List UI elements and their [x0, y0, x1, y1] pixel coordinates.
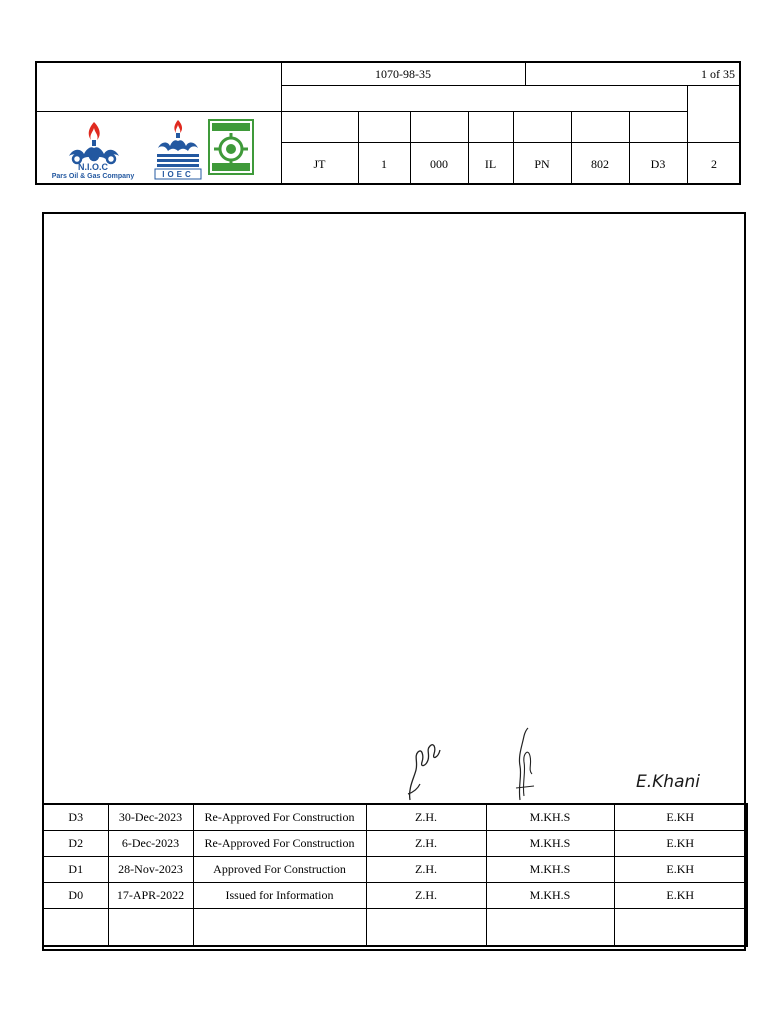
preparer-signature — [404, 738, 444, 806]
table-row — [43, 883, 747, 909]
code-cell: 1 — [381, 156, 387, 171]
revision-date-cell: 28-Nov-2023 — [108, 857, 193, 883]
header-divider — [281, 85, 741, 86]
revision-prepared-cell: Z.H. — [366, 883, 486, 909]
table-cell — [366, 909, 486, 947]
table-row — [43, 857, 747, 883]
ioec-letters: IOEC — [162, 170, 194, 179]
revision-rev-cell: D1 — [43, 857, 108, 883]
code-cell: 2 — [711, 156, 717, 171]
approver-signature: E.Khani — [636, 772, 700, 792]
revision-prepared-cell: Z.H. — [366, 804, 486, 831]
revision-prepared-cell: Z.H. — [366, 831, 486, 857]
revision-checked-cell: M.KH.S — [486, 883, 614, 909]
code-cell: 802 — [591, 156, 609, 171]
logo-area — [37, 112, 281, 185]
revision-checked-cell: M.KH.S — [486, 804, 614, 831]
revision-table — [42, 803, 748, 947]
document-header — [35, 61, 741, 185]
revision-prepared-cell: Z.H. — [366, 857, 486, 883]
table-cell — [108, 909, 193, 947]
header-divider — [281, 111, 687, 112]
table-cell — [614, 909, 747, 947]
page-info: 1 of 35 — [701, 66, 735, 81]
revision-date-cell: 17-APR-2022 — [108, 883, 193, 909]
revision-description-cell: Re-Approved For Construction — [193, 831, 366, 857]
revision-rev-cell: D2 — [43, 831, 108, 857]
code-cell: 000 — [430, 156, 448, 171]
document-number: 1070-98-35 — [375, 66, 431, 81]
table-row — [43, 804, 747, 831]
company-seal-logo — [208, 119, 254, 175]
revision-checked-cell: M.KH.S — [486, 857, 614, 883]
revision-date-cell: 30-Dec-2023 — [108, 804, 193, 831]
table-cell — [193, 909, 366, 947]
nioc-company: Pars Oil & Gas Company — [51, 173, 135, 180]
table-row — [43, 831, 747, 857]
nioc-name: N.I.O.C — [77, 162, 108, 172]
revision-approved-cell: E.KH — [614, 831, 747, 857]
revision-approved-cell: E.KH — [614, 883, 747, 909]
code-cell: IL — [484, 156, 497, 171]
table-cell — [486, 909, 614, 947]
checker-signature — [510, 726, 540, 804]
revision-approved-cell: E.KH — [614, 857, 747, 883]
code-cell: D3 — [650, 156, 666, 171]
table-row — [43, 909, 747, 947]
revision-approved-cell: E.KH — [614, 804, 747, 831]
revision-description-cell: Approved For Construction — [193, 857, 366, 883]
revision-date-cell: 6-Dec-2023 — [108, 831, 193, 857]
revision-rev-cell: D0 — [43, 883, 108, 909]
ioec-logo — [153, 118, 203, 180]
table-cell — [43, 909, 108, 947]
revision-description-cell: Issued for Information — [193, 883, 366, 909]
code-cell: PN — [534, 156, 550, 171]
revision-description-cell: Re-Approved For Construction — [193, 804, 366, 831]
code-cell: JT — [313, 156, 326, 171]
revision-checked-cell: M.KH.S — [486, 831, 614, 857]
revision-rev-cell: D3 — [43, 804, 108, 831]
